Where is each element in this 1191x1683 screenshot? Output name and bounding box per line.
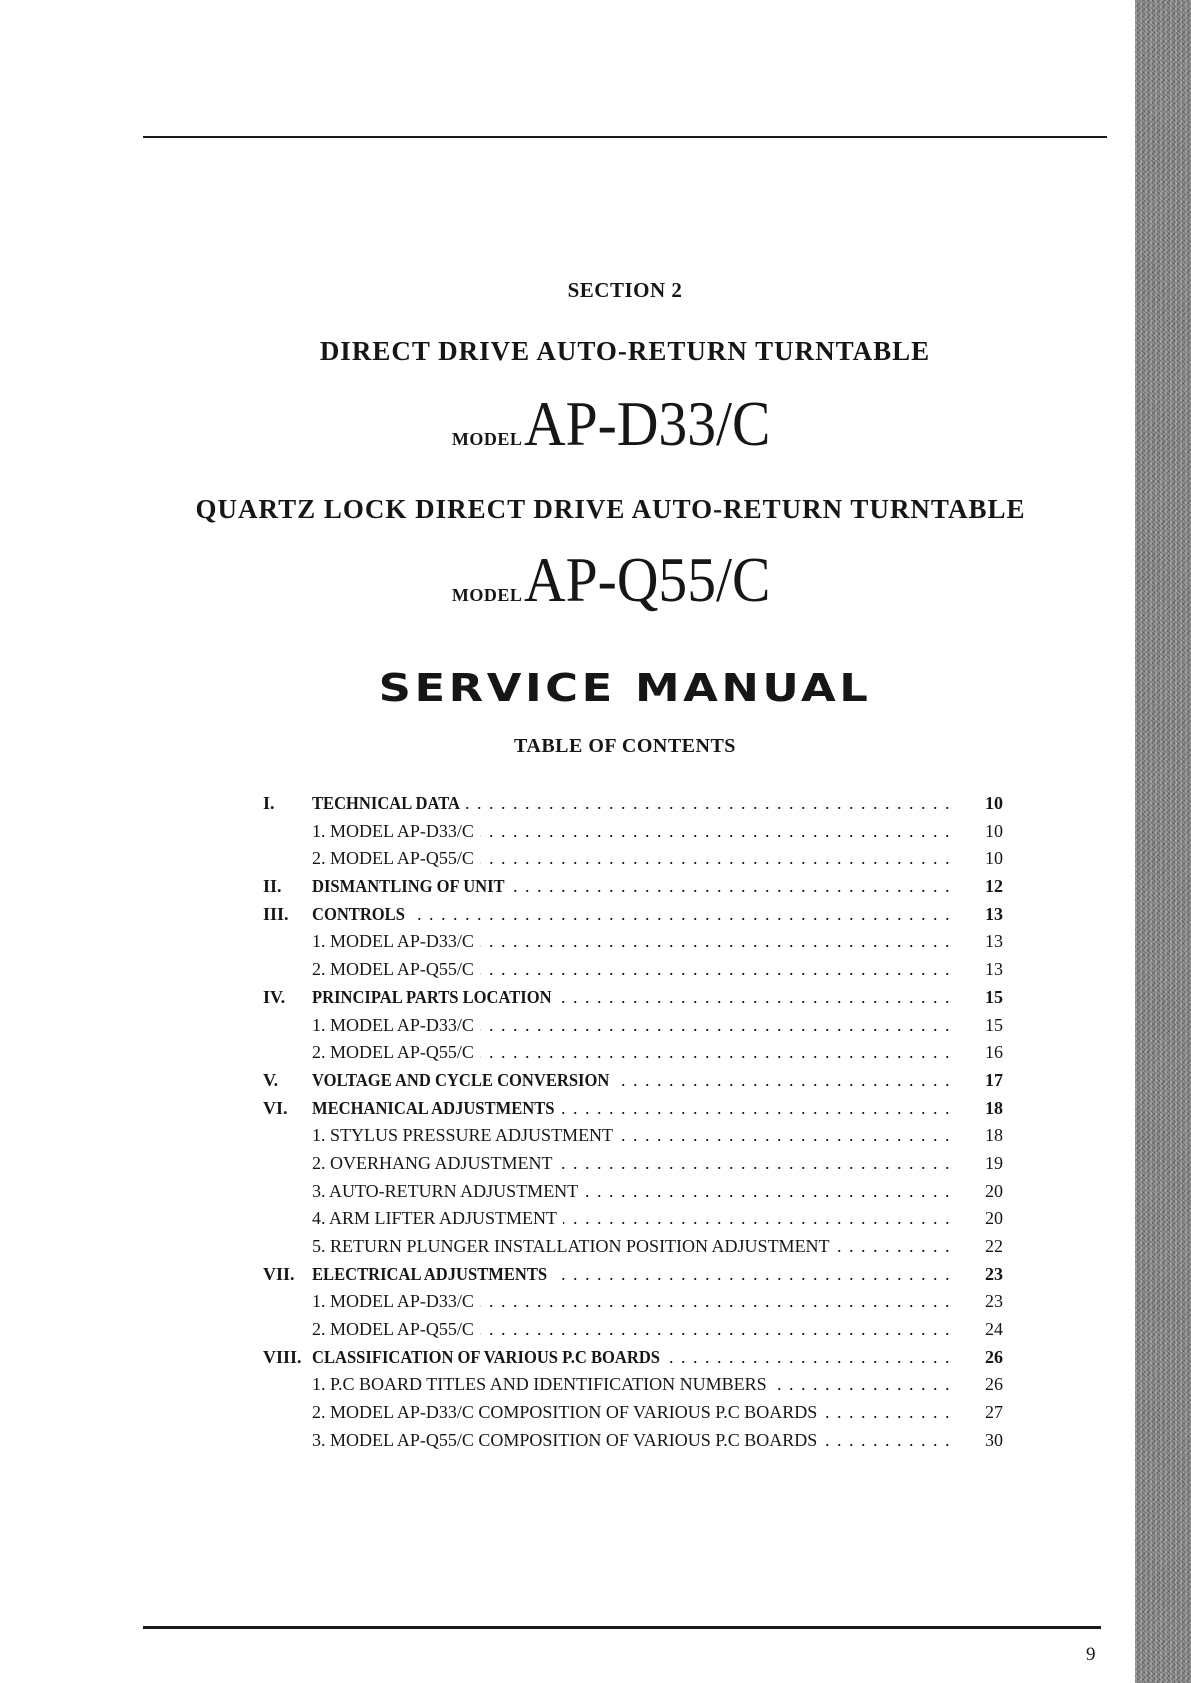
toc-entry-leader: [312, 956, 951, 984]
toc-entry: [263, 873, 1003, 901]
toc-entry-leader: [312, 790, 951, 818]
toc-entry-label: 1. STYLUS PRESSURE ADJUSTMENT: [312, 1125, 619, 1145]
toc-entry-leader: [312, 873, 951, 901]
toc-entry-label: MECHANICAL ADJUSTMENTS: [312, 1095, 560, 1123]
scanned-page-edge: [1135, 0, 1191, 1683]
toc-entry-leader: [312, 1316, 951, 1344]
toc-entry-page: 24: [985, 1319, 1003, 1340]
toc-entry-page: 15: [985, 1014, 1003, 1035]
toc-entry-page: 15: [985, 986, 1003, 1007]
toc-entry-number: VIII.: [263, 1346, 302, 1367]
toc-entry-page: 17: [985, 1069, 1003, 1090]
toc-entry-label: 4. ARM LIFTER ADJUSTMENT: [312, 1208, 563, 1228]
toc-entry-page: 19: [985, 1152, 1003, 1173]
toc-entry-label: TECHNICAL DATA: [312, 790, 466, 818]
toc-entry-page: 12: [985, 876, 1003, 897]
toc-entry-number: VII.: [263, 1263, 295, 1284]
toc-entry: [263, 1344, 1003, 1372]
toc-entry: [263, 928, 1003, 956]
toc-entry-label: 2. MODEL AP-Q55/C: [312, 959, 480, 979]
toc-entry-leader: [312, 1261, 951, 1289]
toc-entry-page: 18: [985, 1125, 1003, 1146]
toc-entry-label: 1. MODEL AP-D33/C: [312, 821, 480, 841]
toc-entry: [263, 984, 1003, 1012]
toc-entry-page: 18: [985, 1097, 1003, 1118]
toc-entry-page: 22: [985, 1236, 1003, 1256]
toc-entry: [263, 1012, 1003, 1040]
toc-entry-leader: [312, 818, 951, 846]
toc-entry: [263, 956, 1003, 984]
toc-entry-leader: [312, 901, 951, 929]
toc-entry-leader: [312, 928, 951, 956]
toc-entry-label: VOLTAGE AND CYCLE CONVERSION: [312, 1067, 615, 1095]
toc-entry-page: 16: [985, 1042, 1003, 1063]
toc-entry-page: 10: [985, 820, 1003, 841]
toc-entry: [263, 1371, 1003, 1399]
toc-entry-label: 3. MODEL AP-Q55/C COMPOSITION OF VARIOUS P.C BOARDS: [312, 1430, 823, 1450]
toc-entry-leader: [312, 1233, 951, 1261]
product-title-2: QUARTZ LOCK DIRECT DRIVE AUTO-RETURN TURNTABLE: [195, 494, 1026, 524]
toc-entry: [263, 790, 1003, 818]
toc-entry-page: 27: [985, 1402, 1003, 1423]
toc-entry-leader: [312, 1012, 951, 1040]
toc-entry-leader: [312, 1427, 951, 1455]
toc-entry: [263, 845, 1003, 873]
toc-entry-page: 23: [985, 1263, 1003, 1284]
toc-entry-label: 2. MODEL AP-Q55/C: [312, 848, 480, 868]
toc-entry-label: 1. P.C BOARD TITLES AND IDENTIFICATION NUMBERS: [312, 1374, 773, 1394]
toc-entry-leader: [312, 1288, 951, 1316]
toc-entry-page: 20: [985, 1180, 1003, 1201]
toc-entry-page: 13: [985, 903, 1003, 924]
toc-entry-leader: [312, 1039, 951, 1067]
toc-entry-leader: [312, 1150, 951, 1178]
service-manual-title: SERVICE MANUAL: [378, 666, 872, 710]
toc-entry: [263, 1288, 1003, 1316]
toc-entry-number: IV.: [263, 986, 286, 1007]
toc-entry-page: 20: [985, 1208, 1003, 1229]
toc-entry-leader: [312, 1344, 951, 1372]
toc-entry: [263, 1150, 1003, 1178]
toc-entry-leader: [312, 1205, 951, 1233]
toc-entry-page: 13: [985, 931, 1003, 952]
toc-entry-leader: [312, 1399, 951, 1427]
top-rule: [143, 136, 1107, 138]
toc-entry-leader: [312, 1122, 951, 1150]
bottom-rule: [143, 1626, 1101, 1629]
toc-entry: [263, 1233, 1003, 1261]
toc-entry: [263, 818, 1003, 846]
toc-entry-label: ELECTRICAL ADJUSTMENTS: [312, 1261, 553, 1289]
toc-entry-number: I.: [263, 793, 275, 813]
toc-entry: [263, 1095, 1003, 1123]
toc-entry-label: CONTROLS: [312, 901, 410, 929]
model-prefix-2: MODEL: [451, 585, 523, 605]
toc-entry-label: CLASSIFICATION OF VARIOUS P.C BOARDS: [312, 1344, 666, 1372]
toc-entry: [263, 1067, 1003, 1095]
toc-entry: [263, 1427, 1003, 1455]
product-title-1: DIRECT DRIVE AUTO-RETURN TURNTABLE: [319, 336, 931, 366]
section-title: SECTION 2: [567, 278, 683, 302]
model-number-2: AP-Q55/C: [524, 544, 771, 615]
toc-entry-leader: [312, 845, 951, 873]
toc-entry-number: V.: [263, 1069, 279, 1090]
toc-entry-leader: [312, 1178, 951, 1206]
toc-entry: [263, 1261, 1003, 1289]
model-number-1: AP-D33/C: [524, 388, 771, 459]
toc-entry-label: 3. AUTO-RETURN ADJUSTMENT: [312, 1181, 584, 1201]
toc-entry-number: III.: [263, 903, 289, 924]
toc-entry-label: DISMANTLING OF UNIT: [312, 873, 510, 901]
toc-entry-leader: [312, 984, 951, 1012]
toc-entry-label: 1. MODEL AP-D33/C: [312, 1291, 480, 1311]
toc-entry-leader: [312, 1095, 951, 1123]
toc-entry-label: 5. RETURN PLUNGER INSTALLATION POSITION ADJUSTMENT: [312, 1236, 836, 1256]
toc-entry-number: VI.: [263, 1097, 288, 1118]
page-number: 9: [1086, 1644, 1096, 1665]
toc-entry-page: 23: [985, 1291, 1003, 1312]
toc-entry-page: 26: [985, 1346, 1003, 1367]
toc-entry: [263, 1316, 1003, 1344]
toc-entry: [263, 1399, 1003, 1427]
model-prefix-1: MODEL: [451, 429, 523, 449]
toc-entry-page: 13: [985, 959, 1003, 980]
toc-entry: [263, 1178, 1003, 1206]
toc-entry-label: 2. OVERHANG ADJUSTMENT: [312, 1153, 559, 1173]
table-of-contents: [263, 790, 1003, 1455]
toc-entry-number: II.: [263, 876, 282, 897]
toc-heading: TABLE OF CONTENTS: [514, 735, 736, 757]
toc-entry-page: 10: [985, 848, 1003, 869]
toc-entry-leader: [312, 1067, 951, 1095]
model-heading-2: [143, 544, 1107, 615]
toc-entry-page: 10: [985, 793, 1003, 813]
model-heading-1: [143, 388, 1107, 459]
toc-entry-label: 2. MODEL AP-D33/C COMPOSITION OF VARIOUS P.C BOARDS: [312, 1402, 823, 1422]
toc-entry-page: 30: [985, 1429, 1003, 1450]
toc-entry-page: 26: [985, 1374, 1003, 1395]
toc-entry-label: 2. MODEL AP-Q55/C: [312, 1042, 480, 1062]
toc-entry-label: 1. MODEL AP-D33/C: [312, 1015, 480, 1035]
toc-entry: [263, 901, 1003, 929]
toc-entry-label: PRINCIPAL PARTS LOCATION: [312, 984, 557, 1012]
toc-entry-leader: [312, 1371, 951, 1399]
toc-entry: [263, 1122, 1003, 1150]
toc-entry-label: 1. MODEL AP-D33/C: [312, 931, 480, 951]
toc-entry: [263, 1039, 1003, 1067]
toc-entry: [263, 1205, 1003, 1233]
toc-entry-label: 2. MODEL AP-Q55/C: [312, 1319, 480, 1339]
